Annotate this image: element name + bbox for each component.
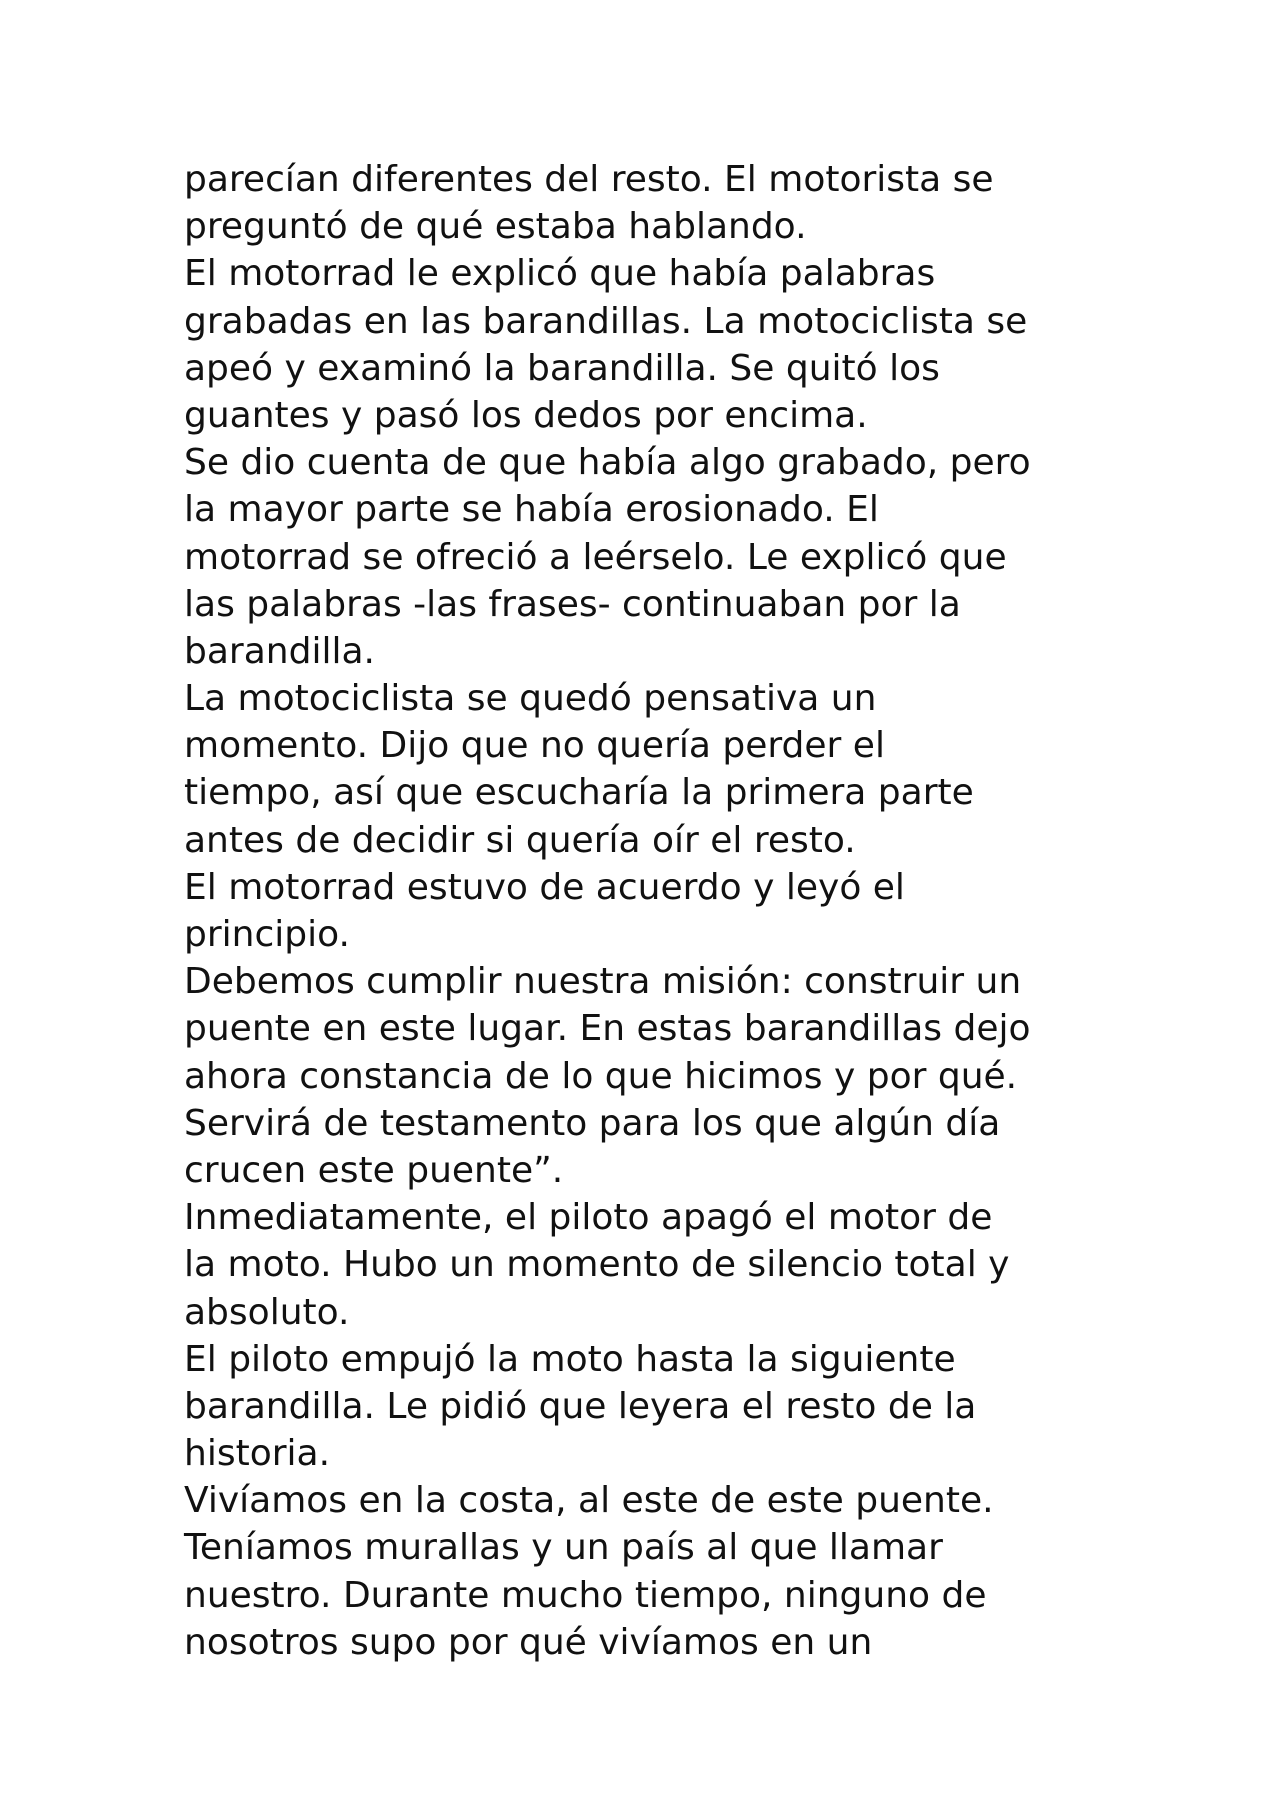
text-line: momento. Dijo que no quería perder el xyxy=(184,725,885,767)
text-line: Vivíamos en la costa, al este de este puente. xyxy=(184,1480,994,1522)
text-line: preguntó de qué estaba hablando. xyxy=(184,206,807,248)
text-line: Se dio cuenta de que había algo grabado, pero xyxy=(184,442,1031,484)
text-line: Debemos cumplir nuestra misión: construir un xyxy=(184,961,1022,1003)
text-line: apeó y examinó la barandilla. Se quitó los xyxy=(184,347,940,389)
text-line: barandilla. xyxy=(184,630,375,672)
text-line: tiempo, así que escucharía la primera parte xyxy=(184,772,974,814)
text-line: parecían diferentes del resto. El motorista se xyxy=(184,159,994,200)
text-line: crucen este puente”. xyxy=(184,1149,564,1191)
text-line: Teníamos murallas y un país al que llamar xyxy=(184,1527,943,1569)
text-line: guantes y pasó los dedos por encima. xyxy=(184,394,868,436)
text-line: ahora constancia de lo que hicimos y por qué. xyxy=(184,1055,1018,1097)
text-line: El piloto empujó la moto hasta la siguiente xyxy=(184,1338,956,1380)
text-line: motorrad se ofreció a leérselo. Le explicó que xyxy=(184,536,1007,578)
text-line: Inmediatamente, el piloto apagó el motor de xyxy=(184,1197,993,1239)
text-line: nuestro. Durante mucho tiempo, ninguno de xyxy=(184,1574,987,1616)
text-line: absoluto. xyxy=(184,1291,350,1333)
text-line: la mayor parte se había erosionado. El xyxy=(184,489,879,531)
text-line: grabadas en las barandillas. La motociclista se xyxy=(184,300,1028,342)
text-line: El motorrad le explicó que había palabras xyxy=(184,253,936,295)
text-line: las palabras -las frases- continuaban por la xyxy=(184,583,961,625)
text-line: puente en este lugar. En estas barandillas dejo xyxy=(184,1008,1031,1050)
text-line: antes de decidir si quería oír el resto. xyxy=(184,819,856,861)
text-line: principio. xyxy=(184,914,350,955)
text-line: la moto. Hubo un momento de silencio total y xyxy=(184,1244,1010,1286)
text-line: barandilla. Le pidió que leyera el resto de la xyxy=(184,1385,977,1427)
text-line: Servirá de testamento para los que algún día xyxy=(184,1102,1001,1144)
text-line: La motociclista se quedó pensativa un xyxy=(184,678,877,720)
body-text xyxy=(184,156,1124,1666)
text-line: nosotros supo por qué vivíamos en un xyxy=(184,1621,873,1663)
text-line: El motorrad estuvo de acuerdo y leyó el xyxy=(184,866,905,908)
text-line: historia. xyxy=(184,1433,331,1475)
